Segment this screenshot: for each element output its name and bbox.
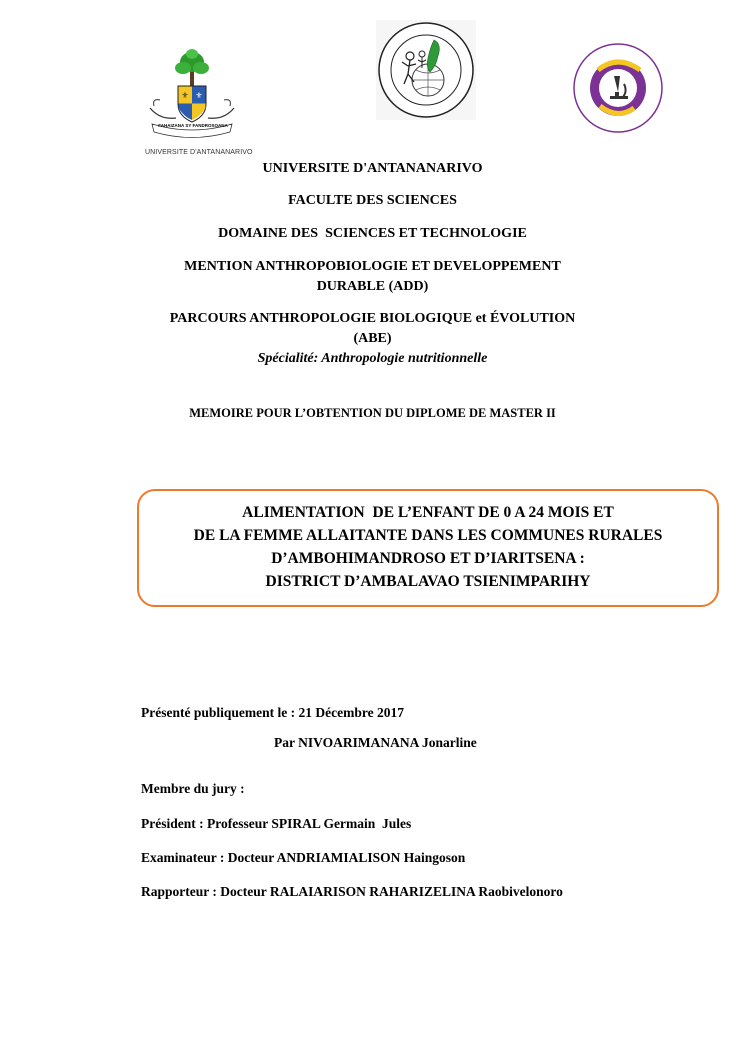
jury-heading: Membre du jury :: [141, 781, 245, 796]
jury-examinateur: Examinateur : Docteur ANDRIAMIALISON Haingoson: [141, 850, 466, 865]
thesis-title-line-3: D’AMBOHIMANDROSO ET D’IARITSENA :: [271, 550, 585, 567]
faculty-seal-icon: [568, 40, 670, 136]
presentation-date: Présenté publiquement le : 21 Décembre 2017: [141, 705, 404, 720]
speciality: Spécialité: Anthropologie nutritionnelle: [257, 351, 488, 366]
faculty-logo: [568, 40, 670, 136]
jury-rapporteur: Rapporteur : Docteur RALAIARISON RAHARIZELINA Raobivelonoro: [141, 884, 563, 899]
domain-name: DOMAINE DES SCIENCES ET TECHNOLOGIE: [218, 226, 527, 241]
svg-text:⚜: ⚜: [195, 91, 203, 100]
mention-add-logo: [376, 20, 476, 120]
faculty-name: FACULTE DES SCIENCES: [288, 193, 457, 208]
mention-line-1: MENTION ANTHROPOBIOLOGIE ET DEVELOPPEMENT: [184, 259, 561, 274]
university-logo-motto: FAHAIZANA SY FANDROSOANA: [158, 123, 228, 128]
memoire-statement: MEMOIRE POUR L’OBTENTION DU DIPLOME DE MASTER II: [189, 406, 556, 420]
mention-line-2: DURABLE (ADD): [316, 279, 429, 294]
thesis-title-line-1: ALIMENTATION DE L’ENFANT DE 0 A 24 MOIS ET: [242, 504, 614, 521]
thesis-title-line-4: DISTRICT D’AMBALAVAO TSIENIMPARIHY: [265, 573, 591, 590]
author-line: Par NIVOARIMANANA Jonarline: [274, 735, 477, 750]
parcours-line-1: PARCOURS ANTHROPOLOGIE BIOLOGIQUE et ÉVOLUTION: [169, 311, 576, 326]
jury-president: Président : Professeur SPIRAL Germain Jules: [141, 816, 412, 831]
university-name: UNIVERSITE D'ANTANANARIVO: [262, 161, 483, 176]
svg-text:⚜: ⚜: [181, 91, 189, 100]
university-logo: [140, 48, 245, 143]
parcours-line-2: (ABE): [353, 331, 392, 346]
university-logo-caption: UNIVERSITE D'ANTANANARIVO: [145, 149, 253, 156]
thesis-title-line-2: DE LA FEMME ALLAITANTE DANS LES COMMUNES RURALES: [193, 527, 663, 544]
university-crest-icon: [140, 48, 245, 143]
thesis-title-box: [137, 489, 719, 607]
mention-add-seal-icon: [376, 20, 476, 120]
